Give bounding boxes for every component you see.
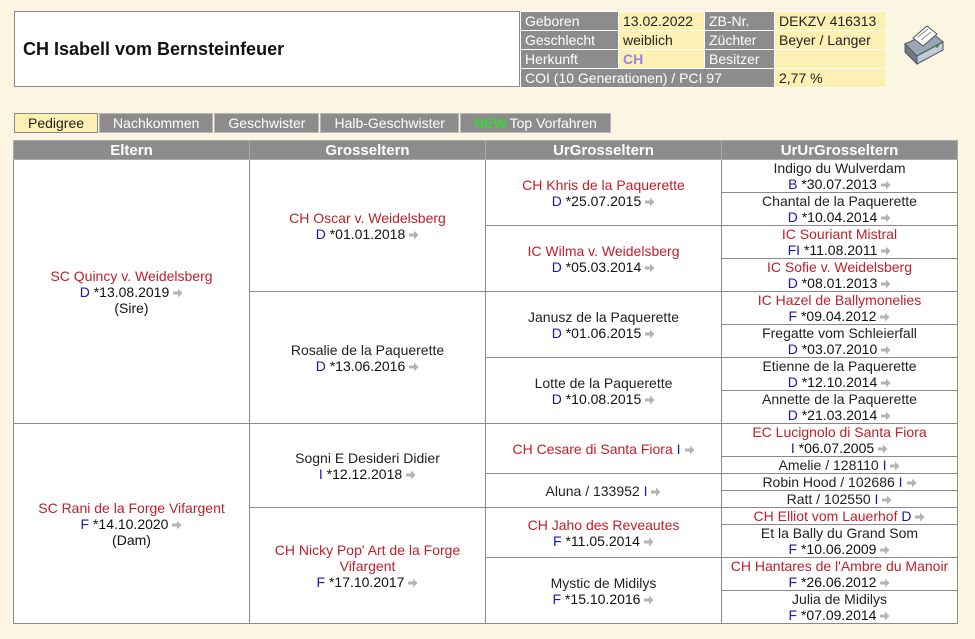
tab-nachkommen[interactable]: Nachkommen: [99, 113, 213, 133]
ancestor-name[interactable]: [724, 474, 955, 490]
ancestor-name[interactable]: Janusz de la Paquerette: [528, 308, 679, 325]
country-code: I: [318, 465, 323, 482]
ancestor-name[interactable]: Rosalie de la Paquerette: [290, 341, 445, 358]
country-code: D: [787, 407, 798, 423]
birth-date: *09.04.2012: [800, 308, 877, 324]
ancestor-cell: [722, 457, 958, 474]
ancestor-name-text: CH Cesare di Santa Fiora: [512, 440, 673, 457]
header-urgrosseltern: UrGrosseltern: [486, 141, 722, 160]
arrow-right-icon[interactable]: [907, 475, 917, 485]
arrow-right-icon[interactable]: [645, 326, 655, 336]
country-code: D: [787, 209, 798, 225]
besitzer-label: Besitzer: [705, 50, 775, 69]
ancestor-cell: [486, 508, 722, 558]
tab-geschwister[interactable]: Geschwister: [214, 113, 319, 133]
herkunft-label: Herkunft: [521, 50, 619, 69]
ancestor-name-text: Robin Hood / 102686: [762, 474, 895, 490]
arrow-right-icon[interactable]: [409, 227, 419, 237]
header-grosseltern: Grosseltern: [250, 141, 486, 160]
header-ururgrosseltern: UrUrGrosseltern: [722, 141, 958, 160]
arrow-right-icon[interactable]: [881, 210, 891, 220]
ancestor-name[interactable]: Sogni E Desideri Didier: [295, 449, 440, 466]
ancestor-name-text: Aluna / 133952: [545, 482, 640, 499]
dog-title: [14, 11, 520, 87]
herkunft-value: CH: [619, 50, 705, 69]
ancestor-cell: [486, 474, 722, 508]
ancestor-cell: [14, 424, 250, 624]
ancestor-cell: [722, 358, 958, 391]
ancestor-name[interactable]: [488, 483, 719, 499]
ancestor-name[interactable]: CH Khris de la Paquerette: [522, 176, 685, 193]
birth-date: *30.07.2013: [801, 176, 877, 192]
ancestor-name[interactable]: Lotte de la Paquerette: [534, 374, 673, 391]
arrow-right-icon[interactable]: [880, 608, 890, 618]
birth-date: *03.07.2010: [801, 341, 878, 357]
birth-date: *13.08.2019: [93, 283, 170, 300]
ancestor-name[interactable]: Etienne de la Paquerette: [762, 358, 917, 374]
ancestor-name[interactable]: Chantal de la Paquerette: [762, 193, 917, 209]
arrow-right-icon[interactable]: [881, 342, 891, 352]
ancestor-cell: [250, 160, 486, 292]
arrow-right-icon[interactable]: [685, 442, 695, 452]
ancestor-name[interactable]: Indigo du Wulverdam: [773, 160, 906, 176]
country-code: I: [676, 440, 681, 457]
header-eltern: Eltern: [14, 141, 250, 160]
arrow-right-icon[interactable]: [172, 517, 182, 527]
geschlecht-value: weiblich: [619, 31, 705, 50]
country-code: F: [788, 574, 798, 590]
arrow-right-icon[interactable]: [651, 484, 661, 494]
geschlecht-label: Geschlecht: [521, 31, 619, 50]
arrow-right-icon[interactable]: [882, 492, 892, 502]
ancestor-cell: [722, 160, 958, 193]
coi-value: 2,77 %: [775, 69, 887, 88]
geboren-label: Geboren: [521, 12, 619, 31]
dog-info-table: [520, 11, 887, 88]
country-code: D: [551, 390, 562, 407]
arrow-right-icon[interactable]: [645, 392, 655, 402]
birth-date: *08.01.2013: [801, 275, 878, 291]
country-code: D: [787, 275, 798, 291]
country-code: F: [788, 308, 798, 324]
country-code: F: [316, 573, 326, 590]
country-code: D: [901, 508, 912, 524]
country-code: D: [551, 192, 562, 209]
arrow-right-icon[interactable]: [878, 441, 888, 451]
country-code: B: [788, 176, 798, 192]
birth-date: *11.05.2014: [565, 532, 640, 549]
ancestor-name[interactable]: Annette de la Paquerette: [762, 391, 917, 407]
arrow-right-icon[interactable]: [890, 458, 900, 468]
birth-date: *12.10.2014: [801, 374, 878, 390]
tab-bar: [14, 113, 612, 133]
country-code: I: [882, 457, 887, 473]
arrow-right-icon[interactable]: [881, 276, 891, 286]
zuechter-label: Züchter: [705, 31, 775, 50]
ancestor-name-text: CH Elliot vom Lauerhof: [753, 508, 898, 524]
ancestor-cell: [722, 591, 958, 624]
arrow-right-icon[interactable]: [406, 467, 416, 477]
ancestor-name[interactable]: SC Rani de la Forge Vifargent: [38, 499, 225, 516]
country-code: D: [551, 258, 562, 275]
birth-date: *14.10.2020: [92, 515, 169, 532]
country-code: F: [788, 541, 798, 557]
country-code: F: [788, 607, 798, 623]
birth-date: *06.07.2005: [798, 440, 875, 456]
birth-date: *10.04.2014: [801, 209, 878, 225]
country-code: F: [552, 590, 562, 607]
printer-icon[interactable]: [897, 22, 947, 68]
country-code: D: [315, 357, 326, 374]
ancestor-name[interactable]: [724, 508, 955, 524]
tab-top-vorfahren-label: Top Vorfahren: [509, 115, 597, 131]
birth-date: *12.12.2018: [326, 465, 403, 482]
country-code: D: [787, 374, 798, 390]
ancestor-name[interactable]: Julia de Midilys: [792, 591, 887, 607]
dam-label: (Dam): [112, 531, 151, 548]
ancestor-name[interactable]: IC Souriant Mistral: [781, 226, 898, 242]
tab-halb-geschwister[interactable]: Halb-Geschwister: [320, 113, 458, 133]
arrow-right-icon[interactable]: [645, 260, 655, 270]
ancestor-name[interactable]: Fregatte vom Schleierfall: [762, 325, 917, 341]
ancestor-name[interactable]: Et la Bally du Grand Som: [760, 525, 919, 541]
birth-date: *15.10.2016: [564, 590, 641, 607]
ancestor-name[interactable]: EC Lucignolo di Santa Fiora: [752, 424, 927, 440]
ancestor-name[interactable]: [724, 457, 955, 473]
country-code: D: [551, 324, 562, 341]
birth-date: *25.07.2015: [565, 192, 642, 209]
birth-date: *10.06.2009: [800, 541, 877, 557]
country-code: I: [874, 491, 879, 507]
ancestor-name[interactable]: [488, 441, 719, 457]
ancestor-cell: [14, 160, 250, 424]
birth-date: *21.03.2014: [801, 407, 878, 423]
ancestor-name[interactable]: SC Quincy v. Weidelsberg: [50, 267, 213, 284]
arrow-right-icon[interactable]: [881, 243, 891, 253]
ancestor-cell: [722, 292, 958, 325]
ancestor-cell: [722, 525, 958, 558]
ancestor-name[interactable]: CH Oscar v. Weidelsberg: [289, 209, 446, 226]
ancestor-cell: [486, 160, 722, 226]
tab-pedigree[interactable]: Pedigree: [14, 113, 98, 133]
ancestor-cell: [722, 325, 958, 358]
arrow-right-icon[interactable]: [644, 592, 654, 602]
country-code: FI: [787, 242, 801, 258]
ancestor-cell: [722, 391, 958, 424]
tab-top-vorfahren[interactable]: [460, 113, 611, 133]
ancestor-name[interactable]: CH Jaho des Reveautes: [527, 516, 680, 533]
country-code: D: [787, 341, 798, 357]
ancestor-name[interactable]: CH Hantares de l'Ambre du Manoir: [730, 558, 949, 574]
arrow-right-icon[interactable]: [881, 408, 891, 418]
ancestor-cell: [722, 558, 958, 591]
ancestor-cell: [722, 259, 958, 292]
ancestor-cell: [250, 424, 486, 508]
arrow-right-icon[interactable]: [644, 534, 654, 544]
coi-label: COI (10 Generationen) / PCI 97: [521, 69, 775, 88]
ancestor-cell: [250, 508, 486, 624]
arrow-right-icon[interactable]: [409, 359, 419, 369]
country-code: I: [790, 440, 795, 456]
ancestor-cell: [722, 508, 958, 525]
arrow-right-icon[interactable]: [880, 542, 890, 552]
country-code: I: [643, 482, 648, 499]
country-code: I: [898, 474, 903, 490]
ancestor-cell: [722, 193, 958, 226]
ancestor-cell: [722, 424, 958, 457]
birth-date: *01.01.2018: [329, 225, 406, 242]
pedigree-table: [13, 140, 958, 624]
new-badge: NEW: [473, 115, 507, 131]
sire-label: (Sire): [114, 299, 149, 316]
arrow-right-icon[interactable]: [880, 309, 890, 319]
zbnr-label: ZB-Nr.: [705, 12, 775, 31]
country-code: D: [315, 225, 326, 242]
ancestor-name-text: Ratt / 102550: [786, 491, 871, 507]
ancestor-cell: [486, 358, 722, 424]
ancestor-name[interactable]: IC Sofie v. Weidelsberg: [767, 259, 912, 275]
arrow-right-icon[interactable]: [173, 285, 183, 295]
ancestor-name-text: Amelie / 128110: [778, 457, 879, 473]
ancestor-name[interactable]: [724, 491, 955, 507]
arrow-right-icon[interactable]: [645, 194, 655, 204]
ancestor-cell: [486, 558, 722, 624]
arrow-right-icon[interactable]: [881, 177, 891, 187]
besitzer-value: [775, 50, 887, 69]
birth-date: *05.03.2014: [565, 258, 642, 275]
country-code: F: [80, 515, 90, 532]
ancestor-cell: [486, 424, 722, 474]
geboren-value: 13.02.2022: [619, 12, 705, 31]
arrow-right-icon[interactable]: [880, 575, 890, 585]
arrow-right-icon[interactable]: [915, 509, 925, 519]
arrow-right-icon[interactable]: [408, 575, 418, 585]
ancestor-name[interactable]: IC Wilma v. Weidelsberg: [527, 242, 680, 259]
dog-title-text: CH Isabell vom Bernsteinfeuer: [23, 38, 285, 59]
birth-date: *07.09.2014: [800, 607, 877, 623]
zbnr-value: DEKZV 416313: [775, 12, 887, 31]
ancestor-name[interactable]: Mystic de Midilys: [550, 574, 657, 591]
ancestor-name[interactable]: CH Nicky Pop' Art de la Forge Vifargent: [274, 541, 461, 574]
birth-date: *13.06.2016: [329, 357, 406, 374]
birth-date: *01.06.2015: [565, 324, 642, 341]
ancestor-cell: [250, 292, 486, 424]
country-code: D: [79, 283, 90, 300]
ancestor-cell: [486, 292, 722, 358]
ancestor-cell: [722, 491, 958, 508]
ancestor-cell: [722, 226, 958, 259]
ancestor-cell: [722, 474, 958, 491]
ancestor-cell: [486, 226, 722, 292]
birth-date: *10.08.2015: [565, 390, 642, 407]
birth-date: *26.06.2012: [800, 574, 877, 590]
birth-date: *17.10.2017: [328, 573, 405, 590]
zuechter-value[interactable]: Beyer / Langer: [775, 31, 887, 50]
arrow-right-icon[interactable]: [881, 375, 891, 385]
ancestor-name[interactable]: IC Hazel de Ballymonelies: [757, 292, 922, 308]
birth-date: *11.08.2011: [803, 242, 878, 258]
country-code: F: [553, 532, 562, 549]
